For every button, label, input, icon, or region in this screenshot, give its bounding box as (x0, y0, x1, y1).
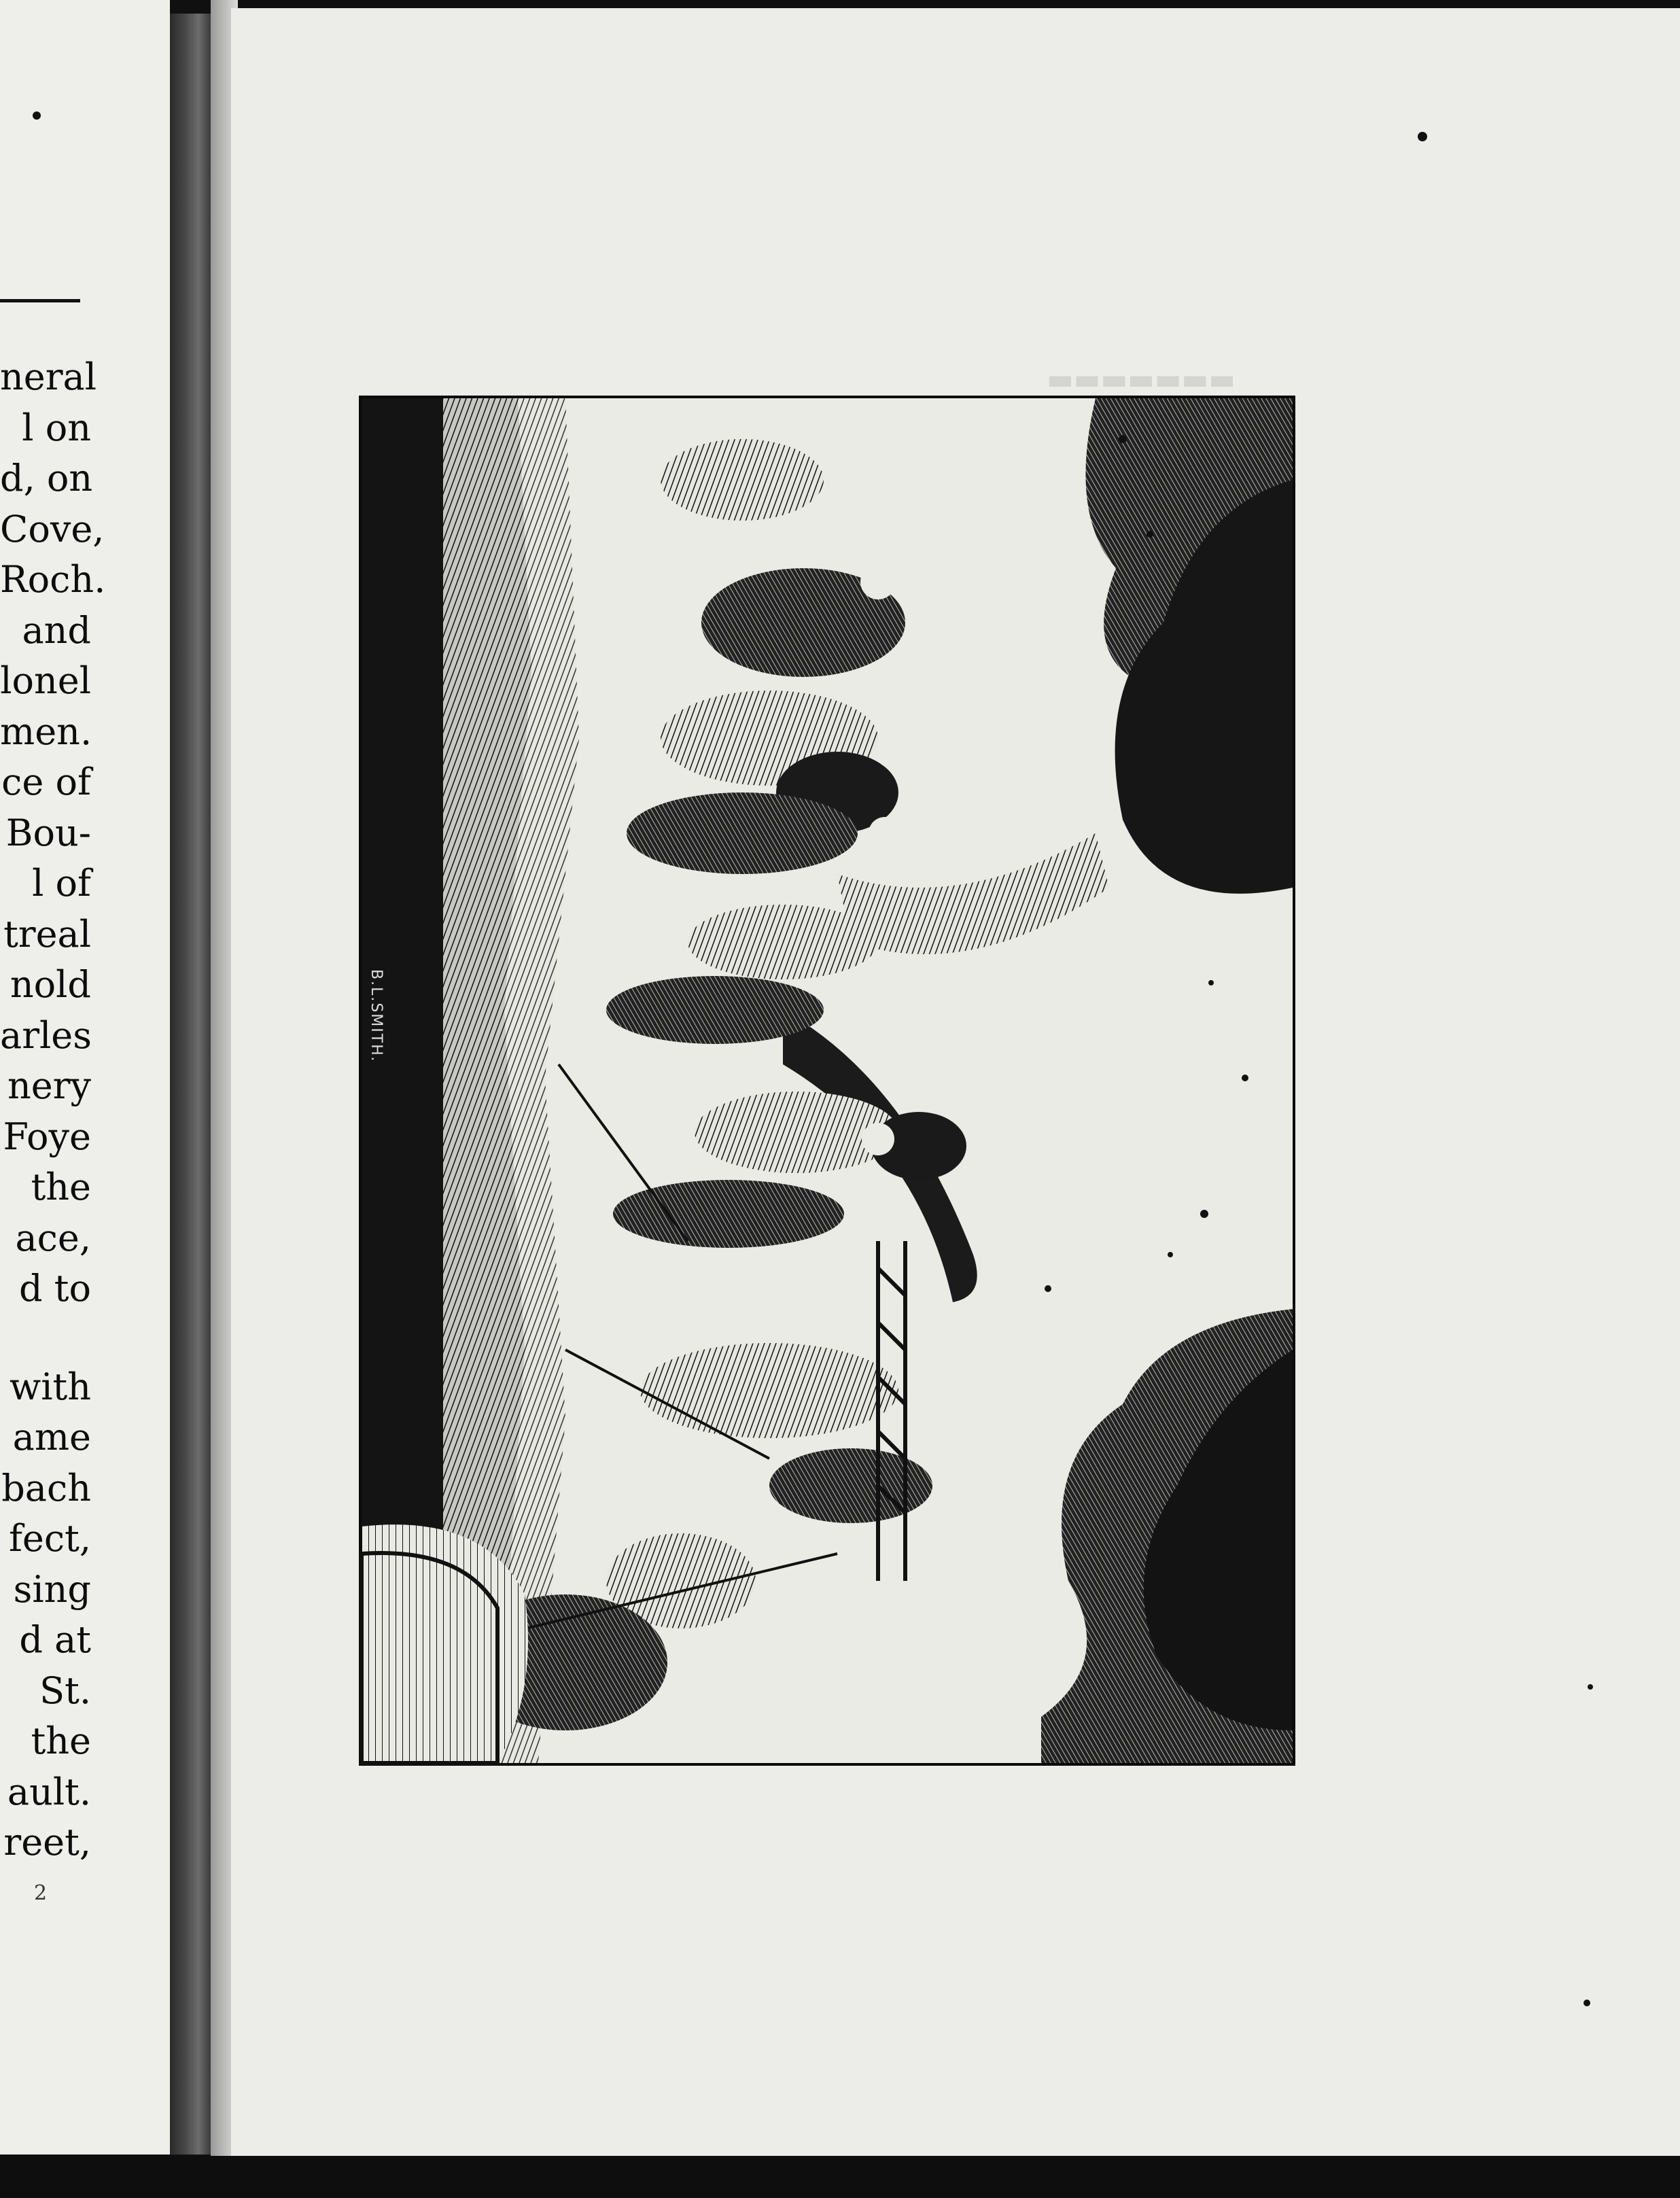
text-line: ault. (7, 1770, 91, 1813)
text-line: lonel (0, 659, 91, 702)
engraver-signature: B.L.SMITH. (368, 969, 385, 1063)
text-line: neral (0, 355, 97, 398)
text-line: men. (0, 710, 92, 753)
text-line: d to (19, 1267, 91, 1310)
ink-speck (1418, 132, 1427, 141)
engraving-art (362, 398, 1293, 1763)
text-line: Roch. (0, 558, 106, 601)
text-line: sing (13, 1567, 91, 1611)
ink-speck (33, 111, 41, 120)
page-folio: 2 (34, 1881, 48, 1905)
engraving-illustration (359, 396, 1295, 1766)
ink-speck (1583, 2000, 1590, 2006)
text-line: arles (0, 1013, 92, 1057)
text-line: nery (7, 1064, 91, 1107)
text-line: d at (19, 1618, 91, 1661)
text-line: fect, (8, 1517, 91, 1560)
previous-page (0, 0, 170, 2155)
text-line: ame (12, 1416, 91, 1459)
text-line: reet, (3, 1821, 91, 1864)
book-gutter (170, 14, 211, 2155)
text-line: Bou- (5, 811, 91, 854)
section-rule (0, 299, 80, 302)
text-line: Foye (3, 1115, 91, 1158)
text-line (0, 1314, 91, 1362)
text-line: the (31, 1166, 91, 1208)
previous-page-text (0, 352, 106, 1868)
text-line: St. (39, 1669, 91, 1712)
ink-speck (1588, 1684, 1593, 1690)
text-line: treal (3, 912, 91, 956)
text-line: with (10, 1365, 91, 1408)
text-line: l on (22, 406, 91, 449)
bleed-through-text: ▬▬▬▬▬▬▬ (1047, 362, 1236, 396)
text-line: bach (1, 1466, 91, 1510)
text-line: d, on (0, 457, 93, 500)
text-line: and (22, 608, 91, 652)
text-line: Cove, (0, 507, 105, 551)
text-line: the (31, 1720, 91, 1762)
text-line: ce of (1, 761, 91, 803)
text-line: nold (10, 963, 91, 1006)
text-line: l of (32, 862, 91, 905)
scan-bottom-edge (0, 2156, 1680, 2198)
text-line: ace, (15, 1216, 91, 1259)
